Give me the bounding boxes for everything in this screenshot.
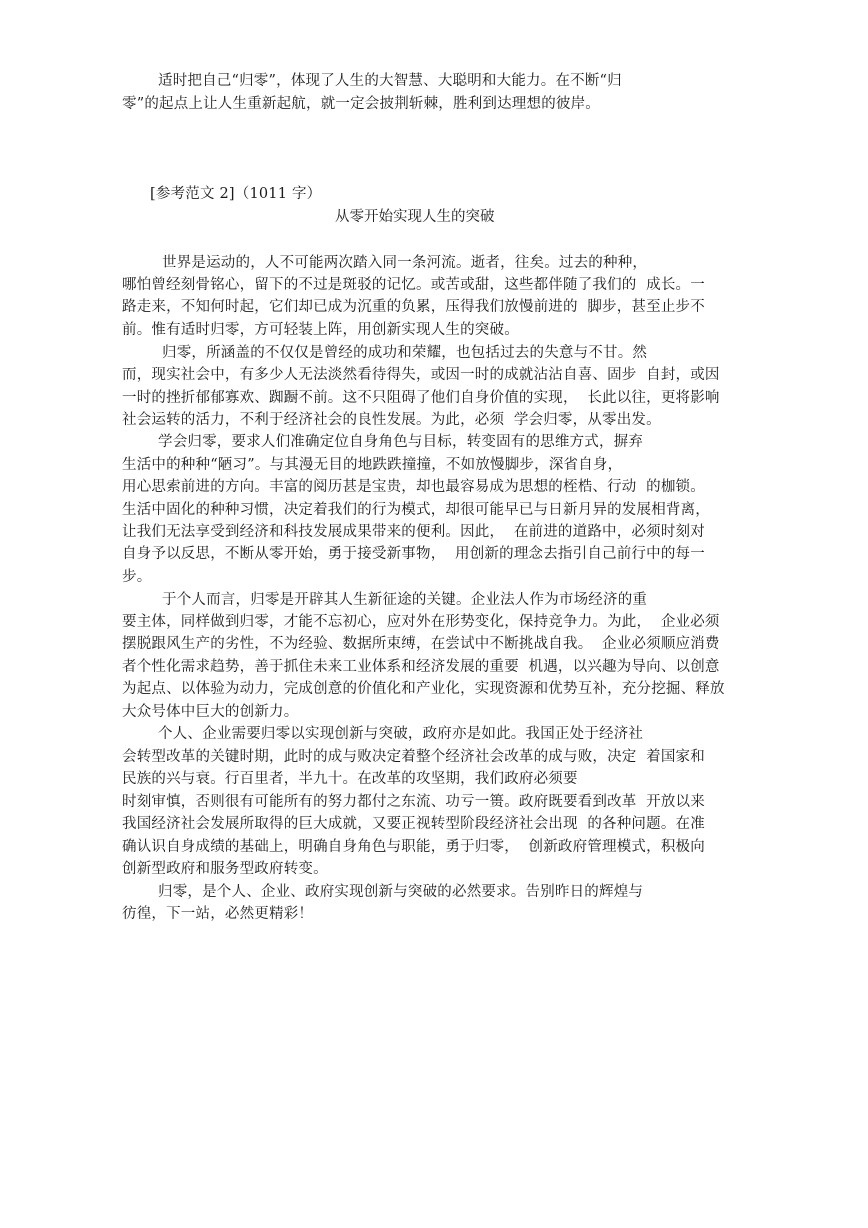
paragraph-3-line-6: 自身予以反思，不断从零开始，勇于接受新事物， 用创新的理念去指引自己前行中的每一 [122,546,705,562]
paragraph-5-line-1: 个人、企业需要归零以实现创新与突破，政府亦是如此。我国正处于经济社 [158,726,644,742]
paragraph-1-line-2: 哪怕曾经刻骨铭心，留下的不过是斑驳的记忆。或苦或甜，这些都伴随了我们的 成长。一 [122,277,705,293]
paragraph-2-line-3: 一时的挫折郁郁寡欢、踟蹰不前。这不只阻碍了他们自身价值的实现， 长此以往，更将影响 [122,390,720,406]
intro-line-1: 适时把自己“归零”，体现了人生的大智慧、大聪明和大能力。在不断“归 [158,73,622,89]
paragraph-6-line-2: 彷徨，下一站，必然更精彩！ [122,906,314,922]
paragraph-1-line-1: 世界是运动的，人不可能两次踏入同一条河流。逝者，往矣。过去的种种， [162,255,648,271]
paragraph-3-line-4: 生活中固化的种种习惯，决定着我们的行为模式，却很可能早已与日新月异的发展相背离， [122,502,710,518]
paragraph-2-line-2: 而，现实社会中，有多少人无法淡然看待得失，或因一时的成就沾沾自喜、固步 自封，或因 [122,367,720,383]
essay-title: 从零开始实现人生的突破 [335,209,495,225]
paragraph-1-line-3: 路走来，不知何时起，它们却已成为沉重的负累，压得我们放慢前进的 脚步，甚至止步不 [122,299,705,315]
paragraph-5-line-2: 会转型改革的关键时期，此时的成与败决定着整个经济社会改革的成与败，决定 着国家和 [122,749,705,765]
paragraph-4-line-2: 要主体，同样做到归零，才能不忘初心，应对外在形势变化，保持竞争力。为此， 企业必须 [122,614,720,630]
paragraph-3-line-7: 步。 [122,569,152,585]
paragraph-4-line-3: 摆脱跟风生产的劣性，不为经验、数据所束缚，在尝试中不断挑战自我。 企业必须顺应消费 [122,636,720,652]
paragraph-4-line-6: 大众号体中巨大的创新力。 [122,704,299,720]
paragraph-3-line-5: 让我们无法享受到经济和科技发展成果带来的便利。因此， 在前进的道路中，必须时刻对 [122,524,705,540]
paragraph-4-line-5: 为起点、以体验为动力，完成创意的价值化和产业化，实现资源和优势互补，充分挖掘、释放 [122,681,725,697]
paragraph-5-line-6: 确认识自身成绩的基础上，明确自身角色与职能，勇于归零， 创新政府管理模式，积极向 [122,839,705,855]
reference-label: [参考范文 2]（1011 字） [150,186,322,202]
paragraph-1-line-4: 前。惟有适时归零，方可轻装上阵，用创新实现人生的突破。 [122,322,519,338]
paragraph-5-line-4: 时刻审慎，否则很有可能所有的努力都付之东流、功亏一篑。政府既要看到改革 开放以来 [122,794,705,810]
paragraph-3-line-3: 用心思索前进的方向。丰富的阅历甚是宝贵，却也最容易成为思想的桎梏、行动 的枷锁。 [122,479,705,495]
paragraph-2-line-1: 归零，所涵盖的不仅仅是曾经的成功和荣耀，也包括过去的失意与不甘。然 [162,345,648,361]
paragraph-3-line-2: 生活中的种种“陋习”。与其漫无目的地跌跌撞撞，不如放慢脚步，深省自身， [122,457,623,473]
paragraph-2-line-4: 社会运转的活力，不利于经济社会的良性发展。为此，必须 学会归零，从零出发。 [122,412,661,428]
paragraph-5-line-7: 创新型政府和服务型政府转变。 [122,861,328,877]
paragraph-5-line-3: 民族的兴与衰。行百里者，半九十。在改革的攻坚期，我们政府必须要 [122,771,578,787]
paragraph-4-line-4: 者个性化需求趋势，善于抓住未来工业体系和经济发展的重要 机遇，以兴趣为导向、以创意 [122,659,720,675]
paragraph-6-line-1: 归零，是个人、企业、政府实现创新与突破的必然要求。告别昨日的辉煌与 [158,884,644,900]
paragraph-5-line-5: 我国经济社会发展所取得的巨大成就，又要正视转型阶段经济社会出现 的各种问题。在准 [122,816,705,832]
paragraph-3-line-1: 学会归零，要求人们准确定位自身角色与目标，转变固有的思维方式，摒弃 [158,434,644,450]
intro-line-2: 零”的起点上让人生重新起航，就一定会披荆斩棘，胜利到达理想的彼岸。 [122,96,601,112]
paragraph-4-line-1: 于个人而言，归零是开辟其人生新征途的关键。企业法人作为市场经济的重 [162,592,648,608]
